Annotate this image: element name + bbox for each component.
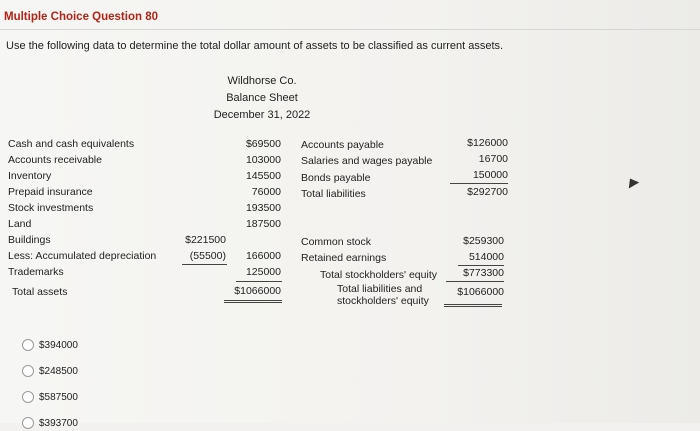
liability-label: Salaries and wages payable <box>301 155 433 167</box>
asset-label: Less: Accumulated depreciation <box>8 250 157 262</box>
liability-value: $126000 <box>467 137 508 149</box>
underline <box>236 281 282 282</box>
divider <box>0 29 700 30</box>
buildings-cost: $221500 <box>185 234 226 246</box>
company-name: Wildhorse Co. <box>227 75 297 87</box>
option-label: $393700 <box>39 418 78 429</box>
underline <box>182 264 227 265</box>
total-liab-equity-value: $1066000 <box>457 286 504 298</box>
asset-label: Stock investments <box>8 202 94 214</box>
liability-label: Accounts payable <box>301 139 384 151</box>
radio-button[interactable] <box>22 391 34 403</box>
double-underline <box>224 300 282 303</box>
equity-value: $259300 <box>463 235 504 247</box>
equity-value: 514000 <box>468 251 504 263</box>
total-liabilities-value: $292700 <box>467 186 508 198</box>
asset-value: 125000 <box>245 266 281 278</box>
equity-label: Common stock <box>301 236 372 248</box>
asset-label: Trademarks <box>8 266 64 278</box>
radio-button[interactable] <box>22 365 34 377</box>
asset-label: Inventory <box>8 170 52 182</box>
liability-value: 16700 <box>478 153 508 165</box>
statement-name: Balance Sheet <box>226 92 298 104</box>
underline <box>450 183 508 184</box>
underline <box>458 265 504 266</box>
option-label: $587500 <box>39 392 78 403</box>
double-underline <box>444 304 502 307</box>
asset-value: 145500 <box>245 170 281 182</box>
total-equity-label: Total stockholders' equity <box>320 269 437 281</box>
asset-value: 76000 <box>251 186 281 198</box>
asset-value: 103000 <box>245 154 281 166</box>
total-assets-value: $1066000 <box>234 285 281 297</box>
asset-label: Buildings <box>8 234 51 246</box>
total-assets-label: Total assets <box>12 286 68 298</box>
option-label: $248500 <box>39 366 78 377</box>
asset-label: Accounts receivable <box>8 154 102 166</box>
asset-label: Land <box>8 218 32 230</box>
question-title: Multiple Choice Question 80 <box>4 11 158 23</box>
asset-value: $69500 <box>245 138 281 150</box>
total-liab-equity-label-2: stockholders' equity <box>337 295 429 307</box>
asset-value: 193500 <box>245 202 281 214</box>
radio-button[interactable] <box>22 417 34 429</box>
liability-label: Bonds payable <box>301 172 371 184</box>
asset-label: Prepaid insurance <box>8 186 93 198</box>
underline <box>446 281 504 282</box>
total-equity-value: $773300 <box>463 267 504 279</box>
question-instruction: Use the following data to determine the total dollar amount of assets to be classified as current assets. <box>6 40 504 52</box>
mouse-cursor-icon <box>625 176 639 189</box>
asset-label: Cash and cash equivalents <box>8 138 135 150</box>
equity-label: Retained earnings <box>301 252 387 264</box>
total-liabilities-label: Total liabilities <box>301 188 366 200</box>
asset-value: 187500 <box>245 218 281 230</box>
accumulated-depreciation: (55500) <box>189 250 226 262</box>
option-label: $394000 <box>39 340 78 351</box>
liability-value: 150000 <box>472 169 508 181</box>
radio-button[interactable] <box>22 339 34 351</box>
asset-value: 166000 <box>245 250 281 262</box>
total-liab-equity-label: Total liabilities and <box>337 283 423 295</box>
statement-date: December 31, 2022 <box>213 109 311 121</box>
